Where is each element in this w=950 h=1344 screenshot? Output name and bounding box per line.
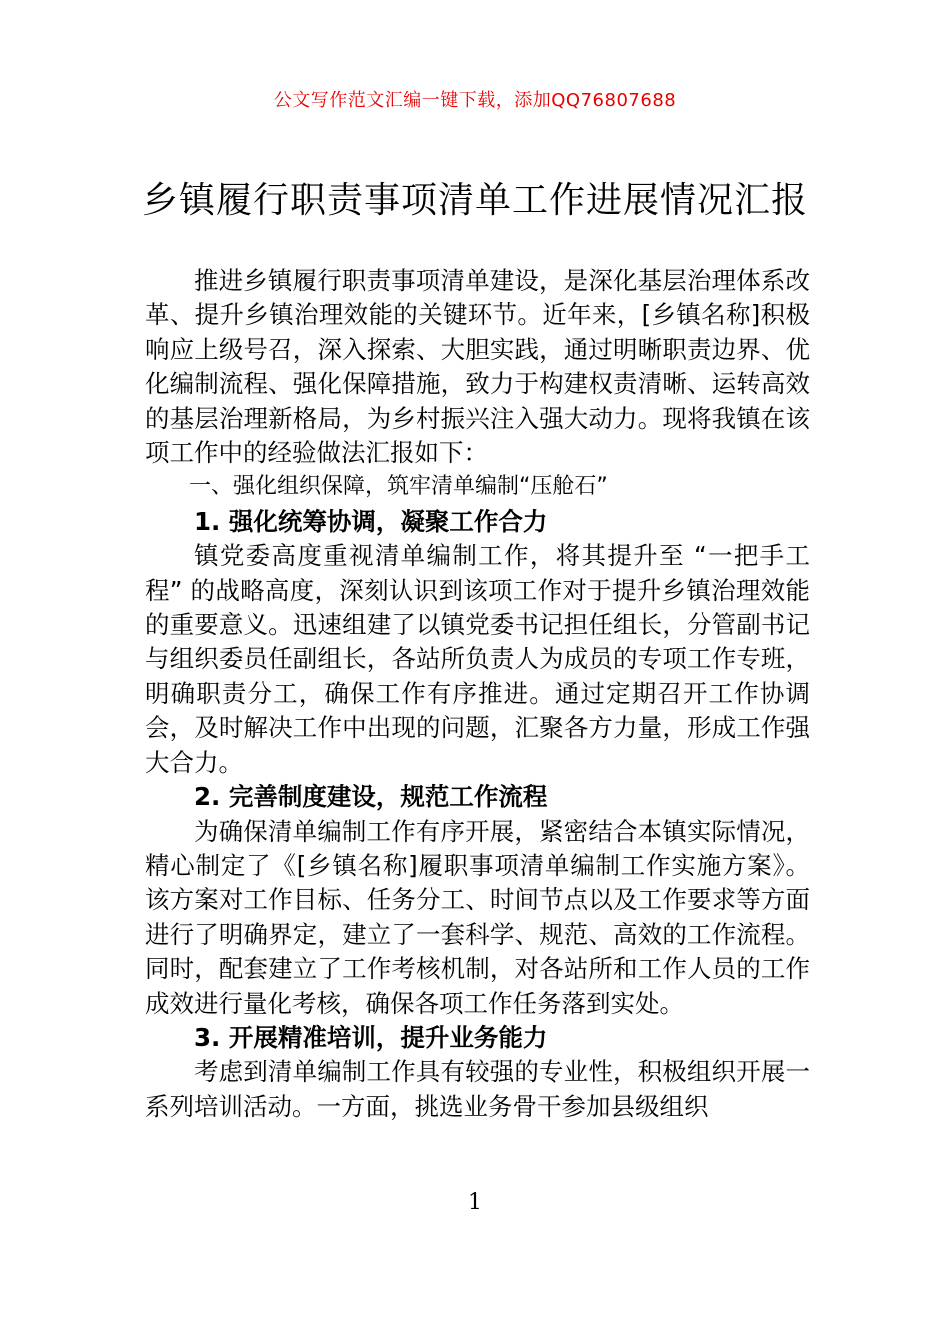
subsection-1-paragraph: 镇党委高度重视清单编制工作，将其提升至 “一把手工程” 的战略高度，深刻认识到该项工作对于提升乡镇治理效能的重要意义。迅速组建了以镇党委书记担任组长，分管副书记与组织委员任副组长，各站所负责人为成员的专项工作专班，明确职责分工，确保工作有序推进。通过定期召开工作协调会，及时解决工作中出现的问题，汇聚各方力量，形成工作强大合力。 bbox=[145, 541, 810, 777]
document-title: 乡镇履行职责事项清单工作进展情况汇报 bbox=[141, 180, 808, 221]
download-promo-header: 公文写作范文汇编一键下载，添加QQ76807688 bbox=[273, 90, 677, 111]
document-body bbox=[145, 264, 810, 1124]
subsection-2-heading: 2. 完善制度建设，规范工作流程 bbox=[194, 782, 548, 812]
intro-paragraph: 推进乡镇履行职责事项清单建设，是深化基层治理体系改革、提升乡镇治理效能的关键环节。近年来，[乡镇名称]积极响应上级号召，深入探索、大胆实践，通过明晰职责边界、优化编制流程、强化保障措施，致力于构建权责清晰、运转高效的基层治理新格局，为乡村振兴注入强大动力。现将我镇在该项工作中的经验做法汇报如下： bbox=[145, 266, 810, 468]
page-number: 1 bbox=[468, 1190, 482, 1215]
subsection-3-paragraph: 考虑到清单编制工作具有较强的专业性，积极组织开展一系列培训活动。一方面，挑选业务骨干参加县级组织 bbox=[145, 1057, 810, 1121]
subsection-2-paragraph: 为确保清单编制工作有序开展，紧密结合本镇实际情况，精心制定了《[乡镇名称]履职事项清单编制工作实施方案》。该方案对工作目标、任务分工、时间节点以及工作要求等方面进行了明确界定，建立了一套科学、规范、高效的工作流程。同时，配套建立了工作考核机制，对各站所和工作人员的工作成效进行量化考核，确保各项工作任务落到实处。 bbox=[145, 816, 810, 1018]
section-1-heading: 一、强化组织保障，筑牢清单编制“压舱石” bbox=[189, 474, 608, 500]
subsection-1-heading: 1. 强化统筹协调，凝聚工作合力 bbox=[194, 506, 548, 536]
subsection-3-heading: 3. 开展精准培训，提升业务能力 bbox=[194, 1022, 548, 1052]
